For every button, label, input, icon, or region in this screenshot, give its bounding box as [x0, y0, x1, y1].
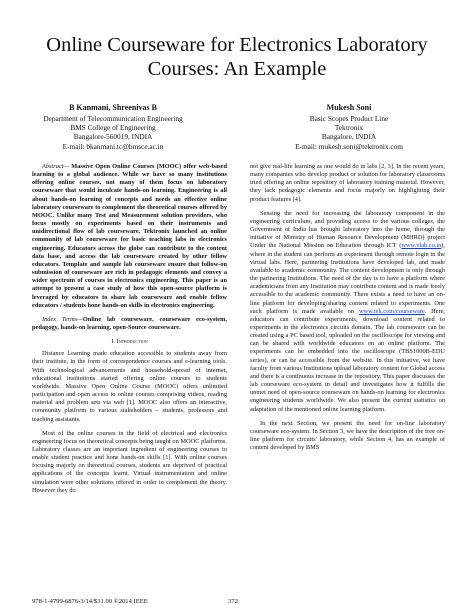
vlab-link[interactable]: www.vlab.co.in: [401, 242, 442, 250]
tek-courseware-link[interactable]: www.tek.com/courseware: [358, 307, 425, 315]
body-paragraph: [250, 210, 445, 414]
author-affiliation-line: Bangalore, INDIA: [321, 132, 377, 142]
abstract-text: Massive Open Online Courses (MOOC) offer web-based learning to a global audience. While we have so many institutions offering online courses, not many of them focus on laboratory courseware that would inculcate hands-on learning. Engineering is all about hands-on learning of concepts and needs an effective online laboratory courseware to complement the theoretical courses offered by MOOC. Unlike many Test and Measurement solution providers, who focus mostly on experiments based on their instruments and unidirectional flow of lab courseware, Tektronix launched an online community of lab courseware for basic teaching labs in electronics engineering. Educators across the globe can contribute to the content data base, and access the lab courseware created by other fellow educators. Template and sample lab courseware ensure that follow-on submission of courseware are rich in pedagogic elements and convey a wider spectrum of courses in electronics engineering. This paper is an attempt to present a case study of how this open-source platform is leveraged by educators to share lab courseware and enable fellow educators / students hone hands-on skills in electronics engineering.: [32, 163, 227, 309]
author-names: B Kanmani, Shreenivas B: [69, 103, 157, 112]
page-number: 372: [228, 598, 238, 605]
paper-title: Online Courseware for Electronics Laboratory Courses: An Example: [46, 34, 428, 80]
author-block-right: [254, 103, 444, 151]
author-affiliation-line: BMS College of Engineering: [70, 122, 156, 132]
author-names: Mukesh Soni: [326, 103, 372, 112]
index-terms: [32, 316, 227, 332]
author-email: E-mail: bkanmani.tc@bmsce.ac.in: [62, 141, 164, 151]
section-heading: I. Introduction: [111, 338, 148, 346]
index-terms-text: Online lab courseware, courseware eco-system, pedagogy, hands-on learning, open-Source courseware.: [32, 315, 227, 331]
author-affiliation-line: Basic Scopes Product Line: [309, 113, 389, 123]
body-paragraph: Distance Learning made education accessible to students away from their institute, in the form of correspondence courses and e-learning tools. With technological advancements and household-spread of internet, educational institutions started offering online courses to students worldwide. Massive Open Online Course (MOOC) offers unlimited participation and open access to online courses comprising videos, reading material and problem sets via web [1]. MOOC also offers an interactive, community platform to various stakeholders – students, professors and teaching assistants.: [32, 350, 227, 423]
paragraph-text: Sensing the need for increasing the laboratory component in the engineering curriculum, and providing access to the various colleges, the Government of India has brought laboratory into the home, through the initiative of Ministry of Human Resource Development (MHRD) project Under the National Mission on Education through ICT (: [250, 209, 445, 250]
paragraph-text: ), where in the student can perform an experiment through remote login in the virtual labs. Here, partnering Institutions have developed lab, and made available to academic community. The content development is only through the partnering Institutions. The need of the day is to have a platform where academicians from any Institution may contribute content and is made freely accessible to the academic community. There exists a need to have an on-line platform for developing/sharing content related to experiments. One such platform is made available on: [250, 242, 445, 315]
author-affiliation-line: Tektronix: [334, 122, 364, 132]
author-affiliation-line: Department of Telecommunication Engineering: [43, 113, 183, 123]
right-column: [250, 163, 445, 452]
body-paragraph: In the next Section, we present the need for on-line laboratory courseware eco-system. In Section 3, we have the description of the free on-line platform for circuits' laboratory, while Section 4, has an example of content developed by BMS: [250, 419, 445, 452]
author-email: E-mail: mukesh.soni@tektronix.com: [295, 141, 403, 151]
left-column: [32, 163, 227, 495]
author-block-left: [18, 103, 208, 151]
footer-isbn: 978-1-4799-6876-3/14/$31.00 ©2014 IEEE: [32, 598, 148, 605]
index-terms-lead: Index Terms—: [42, 315, 83, 323]
abstract-lead: Abstract—: [42, 163, 70, 170]
author-affiliation-line: Bangalore-560019, INDIA: [73, 132, 153, 142]
abstract: [32, 163, 227, 310]
body-paragraph: Most of the online courses in the field of electrical and electronics engineering focus on theoretical concepts being taught on MOOC platforms. Laboratory classes are an important ingredient of engineering courses to enable student practice and hone hands-on skills [1]. With online courses focusing majorly on theoretical courses, students are deprived of practical applications of the concepts learnt. Virtual instrumentation and online simulation were other solutions offered in order to complement the theory. However they do: [32, 429, 227, 494]
body-paragraph: not give real-life learning as one would do in labs [2, 3]. In the recent years, many companies who develop product or solution for laboratory classrooms tried offering an online repository of laboratory training material. However, they lack pedagogic elements and focus majorly on highlighting their product features [4].: [250, 163, 445, 203]
paragraph-text: . Here, educators can contribute experiments, download content related to experiments in the electronics circuits domain. The lab courseware can be created using a PC based tool, uploaded on the oscilloscope for viewing and can be shared with worldwide educators on an online platform. The experiments can be embedded into the oscilloscope (TBS1000B-EDU series), or can be accessible from the website. In this initiative, we have faculty from various Institutions upload laboratory content for Global access and there is a continuous increase in the repository. This paper discusses the lab courseware eco-system in detail and investigates how it fulfills the unmet need of open-source courseware on hands-on learning for electronics engineering students worldwide. We also present the current statistics on adaptation of the mentioned online learning platform.: [250, 307, 445, 413]
